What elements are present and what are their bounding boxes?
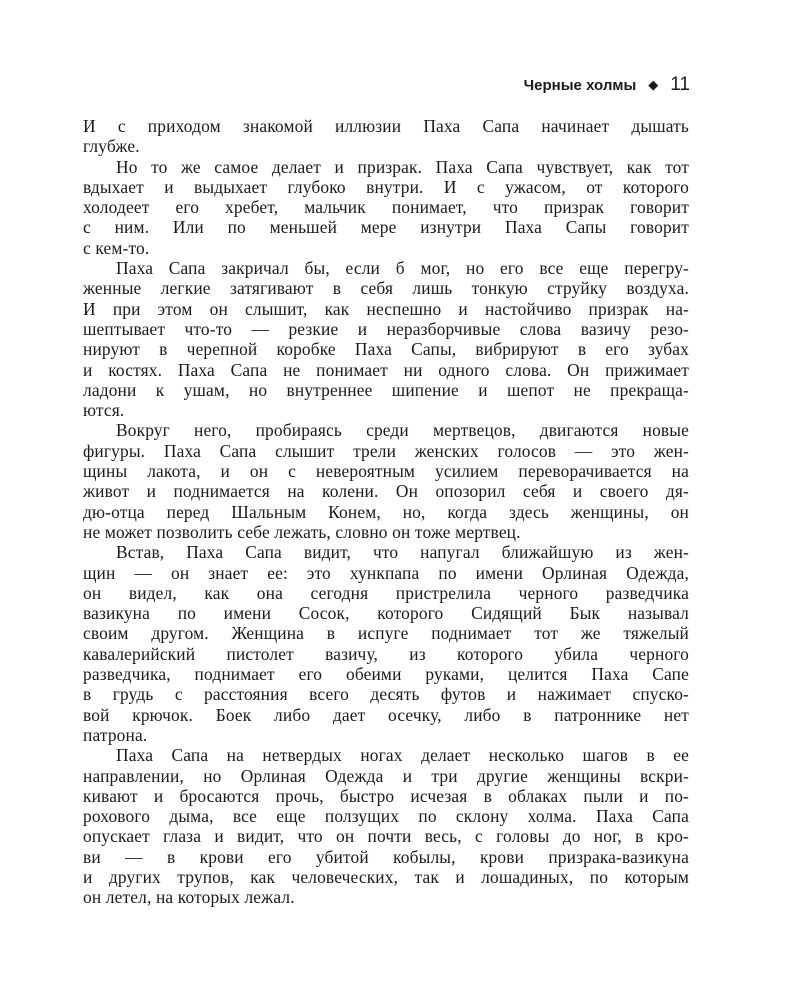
text-line: И при этом он слышит, как неспешно и настойчиво призрак на-: [83, 298, 689, 319]
text-line: ладони к ушам, но внутреннее шипение и шепот не прекраща-: [83, 379, 689, 400]
text-line: он видел, как она сегодня пристрелила черного разведчика: [83, 582, 689, 603]
chapter-title: Черные холмы: [523, 77, 637, 94]
diamond-separator-icon: ◆: [648, 77, 659, 92]
text-line: патрона.: [83, 724, 148, 745]
text-line: вой крючок. Боек либо дает осечку, либо в патроннике нет: [83, 704, 689, 725]
text-line: направлении, но Орлиная Одежда и три другие женщины вскри-: [83, 765, 689, 786]
body-text: [83, 116, 689, 908]
text-line: не может позволить себе лежать, словно он тоже мертвец.: [83, 521, 521, 542]
text-line: кавалерийский пистолет вазичу, из которого убила черного: [83, 643, 689, 664]
text-line: с кем-то.: [83, 237, 150, 258]
text-line: живот и поднимается на колени. Он опозорил себя и своего дя-: [83, 481, 689, 502]
paragraph: [83, 745, 689, 907]
text-line: холодеет его хребет, мальчик понимает, что призрак говорит: [83, 197, 689, 218]
text-line: Паха Сапа закричал бы, если б мог, но его все еще перегру-: [116, 258, 689, 279]
paragraph: [83, 420, 689, 542]
text-line: фигуры. Паха Сапа слышит трели женских голосов — это жен-: [83, 440, 689, 461]
text-line: ются.: [83, 400, 125, 421]
text-line: он летел, на которых лежал.: [83, 887, 295, 908]
text-line: щин — он знает ее: это хункпапа по имени Орлиная Одежда,: [83, 562, 689, 583]
text-line: вазикуна по имени Сосок, которого Сидящий Бык называл: [83, 603, 689, 624]
page-number: 11: [670, 74, 690, 95]
text-line: И с приходом знакомой иллюзии Паха Сапа начинает дышать: [83, 116, 689, 136]
text-line: своим другом. Женщина в испуге поднимает тот же тяжелый: [83, 623, 689, 644]
text-line: разведчика, поднимает его обеими руками, целится Паха Сапе: [83, 664, 689, 685]
paragraph: [83, 258, 689, 420]
text-line: шептывает что-то — резкие и неразборчивые слова вазичу резо-: [83, 318, 689, 339]
text-line: нируют в черепной коробке Паха Сапы, вибрируют в его зубах: [83, 339, 689, 360]
text-line: ви — в крови его убитой кобылы, крови призрака-вазикуна: [83, 846, 689, 867]
text-line: вдыхает и выдыхает глубоко внутри. И с ужасом, от которого: [83, 176, 689, 197]
text-line: женные легкие затягивают в себя лишь тонкую струйку воздуха.: [83, 278, 689, 299]
text-line: рохового дыма, все еще ползущих по склону холма. Паха Сапа: [83, 806, 689, 827]
text-line: Но то же самое делает и призрак. Паха Сапа чувствует, как тот: [116, 156, 689, 177]
paragraph: [83, 116, 689, 157]
text-line: глубже.: [83, 136, 140, 157]
running-header: [524, 74, 690, 96]
text-line: и других трупов, как человеческих, так и лошадиных, по которым: [83, 866, 689, 887]
text-line: Встав, Паха Сапа видит, что напугал ближайшую из жен-: [116, 542, 689, 563]
text-line: в грудь с расстояния всего десять футов и нажимает спуско-: [83, 684, 689, 705]
text-line: кивают и бросаются прочь, быстро исчезая в облаках пыли и по-: [83, 785, 689, 806]
text-line: и костях. Паха Сапа не понимает ни одного слова. Он прижимает: [83, 359, 689, 380]
text-line: опускает глаза и видит, что он почти весь, с головы до ног, в кро-: [83, 826, 689, 847]
text-line: дю-отца перед Шальным Конем, но, когда здесь женщины, он: [83, 501, 689, 522]
text-line: Вокруг него, пробираясь среди мертвецов, двигаются новые: [116, 420, 689, 441]
text-line: с ним. Или по меньшей мере изнутри Паха Сапы говорит: [83, 217, 689, 238]
paragraph: [83, 542, 689, 745]
paragraph: [83, 157, 689, 258]
text-line: Паха Сапа на нетвердых ногах делает несколько шагов в ее: [116, 745, 689, 766]
text-line: щины лакота, и он с невероятным усилием переворачивается на: [83, 461, 689, 482]
